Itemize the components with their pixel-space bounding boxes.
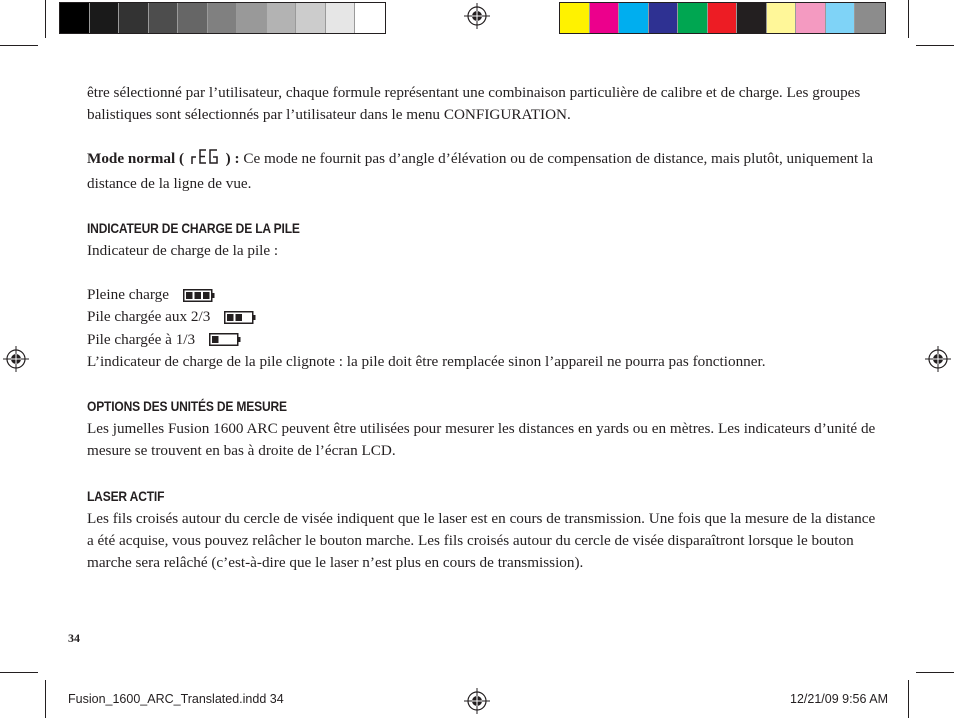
battery-two-thirds-icon [224, 311, 256, 324]
heading-units: OPTIONS DES UNITÉS DE MESURE [87, 398, 287, 415]
crop-mark-bottom-left-horizontal [0, 672, 38, 673]
cmyk-swatch-4 [649, 3, 679, 33]
cmyk-swatch-9 [796, 3, 826, 33]
paragraph-normal-mode [87, 148, 877, 194]
normal-mode-label-start: Mode normal ( [87, 150, 185, 168]
cmyk-swatch-10 [826, 3, 856, 33]
gray-swatch-8 [267, 3, 297, 33]
gray-swatch-11 [355, 3, 385, 33]
cmyk-swatch-5 [678, 3, 708, 33]
battery-full-icon [183, 289, 215, 302]
cmyk-swatch-1 [560, 3, 590, 33]
slug-filename: Fusion_1600_ARC_Translated.indd 34 [68, 692, 284, 706]
cmyk-swatch-11 [855, 3, 885, 33]
units-text: Les jumelles Fusion 1600 ARC peuvent être utilisées pour mesurer les distances en yards ou en mètres. Les indicateurs d’unité de mesure se trouvent en bas à droite de l’écran LCD. [87, 420, 876, 460]
paragraph-ballistic-groups: être sélectionné par l’utilisateur, chaque formule représentant une combinaison particulière de calibre et de charge. Les groupes balistiques sont sélectionnés par l’utilisateur dans le menu CONFIGURATION. [87, 84, 861, 124]
lcd-reg-code-icon [190, 148, 220, 172]
battery-one-third-label: Pile chargée à 1/3 [87, 330, 196, 348]
gray-swatch-10 [326, 3, 356, 33]
gray-swatch-1 [60, 3, 90, 33]
battery-one-third-row [87, 329, 877, 351]
gray-swatch-4 [149, 3, 179, 33]
registration-mark-icon [464, 3, 490, 29]
battery-full-row [87, 284, 877, 306]
page-body [87, 82, 877, 574]
heading-laser: LASER ACTIF [87, 487, 165, 504]
gray-swatch-5 [178, 3, 208, 33]
crop-mark-bottom-left-vertical [45, 680, 46, 718]
gray-swatch-7 [237, 3, 267, 33]
heading-battery: INDICATEUR DE CHARGE DE LA PILE [87, 219, 300, 236]
crop-mark-top-left-vertical [45, 0, 46, 38]
normal-mode-text: Ce mode ne fournit pas d’angle d’élévation ou de compensation de distance, mais plutôt, uniquement la distance de la ligne de vue. [87, 150, 874, 192]
crop-mark-top-right-horizontal [916, 45, 954, 46]
cmyk-swatch-6 [708, 3, 738, 33]
battery-intro: Indicateur de charge de la pile : [87, 242, 279, 260]
cmyk-swatch-8 [767, 3, 797, 33]
crop-mark-bottom-right-horizontal [916, 672, 954, 673]
battery-two-thirds-row [87, 306, 877, 328]
laser-text: Les fils croisés autour du cercle de visée indiquent que le laser est en cours de transmission. Une fois que la mesure de la distance a été acquise, vous pouvez relâcher le bouton marche. Les fils croisés autour du cercle de visée disparaîtront lorsque le bouton marche sera relâché (c’est-à-dire que le laser n’est plus en cours de transmission). [87, 509, 876, 572]
page-number: 34 [68, 631, 80, 645]
slug-datetime: 12/21/09 9:56 AM [790, 692, 888, 706]
crop-mark-top-right-vertical [908, 0, 909, 38]
registration-mark-icon [3, 346, 29, 372]
crop-mark-bottom-right-vertical [908, 680, 909, 718]
battery-two-thirds-label: Pile chargée aux 2/3 [87, 308, 211, 326]
gray-swatch-3 [119, 3, 149, 33]
cmyk-swatch-2 [590, 3, 620, 33]
registration-mark-icon [925, 346, 951, 372]
cmyk-swatch-3 [619, 3, 649, 33]
cmyk-color-bar [559, 2, 886, 34]
gray-swatch-2 [90, 3, 120, 33]
gray-swatch-6 [208, 3, 238, 33]
battery-full-label: Pleine charge [87, 286, 169, 304]
registration-mark-icon [464, 688, 490, 714]
normal-mode-label-end: ) : [225, 150, 240, 168]
gray-swatch-9 [296, 3, 326, 33]
crop-mark-top-left-horizontal [0, 45, 38, 46]
battery-one-third-icon [209, 333, 241, 346]
grayscale-color-bar [59, 2, 386, 34]
battery-blink-text: L’indicateur de charge de la pile clignote : la pile doit être remplacée sinon l’appareil ne pourra pas fonctionner. [87, 352, 766, 370]
cmyk-swatch-7 [737, 3, 767, 33]
